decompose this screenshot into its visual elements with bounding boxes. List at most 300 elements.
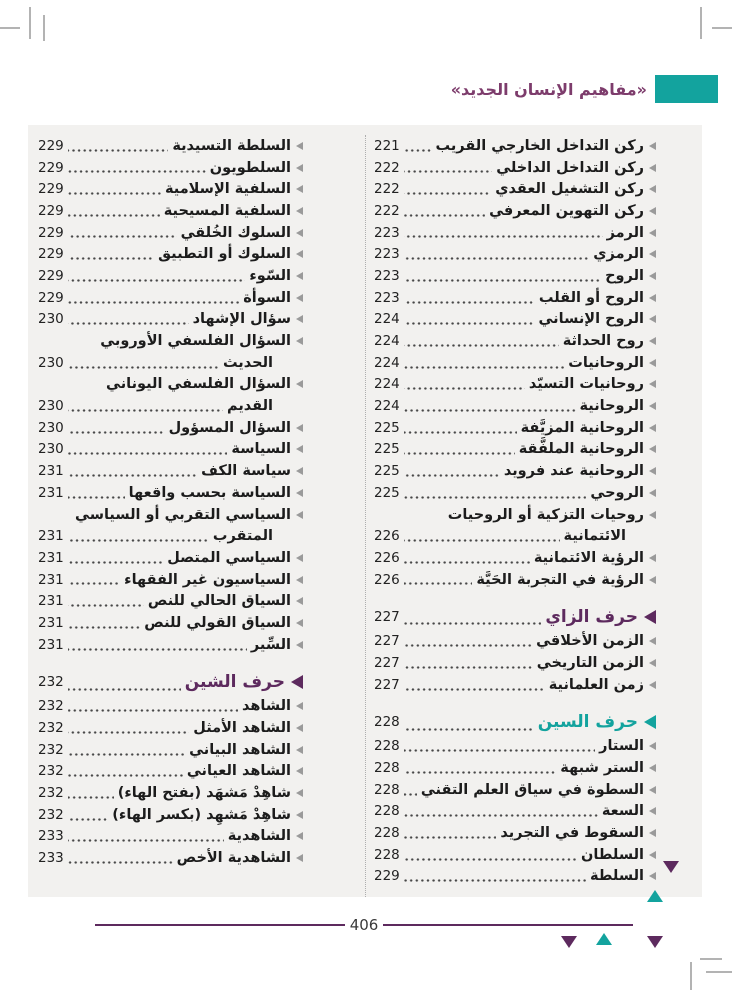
- entry-page-number: 229: [38, 224, 64, 241]
- entry-title: السِّير: [250, 636, 291, 653]
- index-entry: [38, 417, 303, 439]
- triangle-left-icon: [296, 142, 303, 150]
- dot-leader: [68, 366, 219, 369]
- index-entry: [374, 330, 656, 352]
- triangle-left-icon: [649, 445, 656, 453]
- entry-title: السلوك أو التطبيق: [158, 246, 291, 263]
- entry-page-number: 230: [38, 419, 64, 436]
- index-entry: [38, 569, 303, 591]
- triangle-left-icon: [296, 315, 303, 323]
- entry-page-number: 229: [38, 159, 64, 176]
- index-entry: [374, 178, 656, 200]
- footer-rule: [383, 924, 633, 926]
- index-entry: [374, 135, 656, 157]
- entry-title: السطوة في سياق العلم التقني: [420, 781, 644, 798]
- index-entry: [38, 287, 303, 309]
- entry-page-number: 228: [374, 803, 400, 820]
- entry-page-number: 224: [374, 311, 400, 328]
- entry-title: الرمز: [606, 224, 644, 241]
- crop-mark: [706, 971, 732, 973]
- index-entry: [38, 826, 303, 848]
- entry-title: ركن التداخل الداخلي: [496, 159, 644, 176]
- triangle-left-icon: [296, 767, 303, 775]
- page-header: [451, 75, 718, 103]
- entry-page-number: 230: [38, 311, 64, 328]
- entry-title: الرؤية الائتمانية: [533, 549, 644, 566]
- dot-leader: [404, 235, 603, 238]
- triangle-left-icon: [296, 445, 303, 453]
- entry-title: الشاهدية: [227, 828, 291, 845]
- dot-leader: [404, 836, 497, 839]
- triangle-left-icon: [649, 511, 656, 519]
- index-entry: [38, 439, 303, 461]
- dot-leader: [404, 474, 500, 477]
- dot-leader: [404, 539, 560, 542]
- dot-leader: [68, 753, 185, 756]
- index-entry: [374, 243, 656, 265]
- entry-page-number: 223: [374, 246, 400, 263]
- triangle-left-icon: [296, 511, 303, 519]
- entry-page-number: 231: [38, 549, 64, 566]
- entry-title: السياسي المتصل: [167, 549, 291, 566]
- entry-title: ركن التشغيل العقدي: [495, 181, 644, 198]
- entry-title: الائتمانية: [563, 528, 626, 545]
- index-entry: [374, 482, 656, 504]
- index-entry: [38, 761, 303, 783]
- entry-page-number: 228: [374, 714, 400, 730]
- index-entry: [38, 460, 303, 482]
- index-entry: [374, 439, 656, 461]
- entry-title: السؤال المسؤول: [168, 419, 291, 436]
- index-entry: [38, 525, 303, 547]
- index-entry: [374, 265, 656, 287]
- dot-leader: [68, 322, 189, 325]
- index-entry: [38, 782, 303, 804]
- index-column-left: [28, 135, 365, 897]
- dot-leader: [68, 279, 246, 282]
- dot-leader: [404, 879, 586, 882]
- entry-page-number: 233: [38, 850, 64, 867]
- entry-title: الروحانية: [579, 398, 644, 415]
- dot-leader: [404, 322, 535, 325]
- entry-page-number: 232: [38, 785, 64, 802]
- triangle-up-icon: [596, 933, 612, 945]
- triangle-left-icon: [296, 746, 303, 754]
- index-column-right: [365, 135, 702, 897]
- section-header-label: حرف الزاي: [545, 606, 638, 627]
- dot-leader: [404, 366, 564, 369]
- dot-leader: [68, 301, 239, 304]
- entry-title: السلطويون: [209, 159, 291, 176]
- dot-leader: [68, 839, 224, 842]
- entry-page-number: 224: [374, 354, 400, 371]
- row-gap: [38, 656, 303, 669]
- section-header-label: حرف السين: [537, 712, 638, 732]
- entry-page-number: 231: [38, 614, 64, 631]
- entry-page-number: 227: [374, 633, 400, 650]
- triangle-left-icon: [296, 185, 303, 193]
- entry-page-number: 229: [38, 202, 64, 219]
- dot-leader: [404, 793, 417, 796]
- index-entry: [38, 696, 303, 718]
- entry-page-number: 224: [374, 333, 400, 350]
- index-entry: [38, 178, 303, 200]
- entry-page-number: 223: [374, 267, 400, 284]
- entry-page-number: 233: [38, 828, 64, 845]
- entry-title: المتقرب: [212, 528, 273, 545]
- index-entry: [38, 395, 303, 417]
- triangle-left-icon: [296, 597, 303, 605]
- triangle-left-icon: [649, 250, 656, 258]
- entry-title: السياسيون غير الفقهاء: [124, 571, 291, 588]
- entry-title: السلطة التسيدية: [172, 137, 291, 154]
- triangle-left-icon: [649, 764, 656, 772]
- dot-leader: [404, 582, 473, 585]
- index-entry: [374, 395, 656, 417]
- entry-page-number: 223: [374, 289, 400, 306]
- dot-leader: [404, 257, 589, 260]
- index-entry: [38, 547, 303, 569]
- entry-page-number: 227: [374, 676, 400, 693]
- triangle-left-icon: [296, 424, 303, 432]
- index-entry: [374, 200, 656, 222]
- index-entry: [38, 847, 303, 869]
- entry-title: الروحانية المزيَّفة: [520, 419, 644, 436]
- dot-leader: [404, 170, 492, 173]
- dot-leader: [68, 192, 161, 195]
- index-entry: [374, 460, 656, 482]
- page-footer: [95, 916, 633, 934]
- index-entry: [374, 801, 656, 823]
- triangle-down-icon: [663, 861, 679, 873]
- entry-title: الشاهد العياني: [186, 763, 291, 780]
- entry-page-number: 227: [374, 608, 400, 625]
- entry-page-number: 223: [374, 224, 400, 241]
- dot-leader: [68, 709, 238, 712]
- triangle-left-icon: [296, 832, 303, 840]
- index-entry: [374, 757, 656, 779]
- triangle-left-icon: [291, 675, 303, 689]
- triangle-left-icon: [296, 811, 303, 819]
- entry-title: الستار: [599, 738, 644, 755]
- row-gap: [374, 696, 656, 709]
- triangle-left-icon: [296, 619, 303, 627]
- entry-title: السعة: [601, 803, 644, 820]
- entry-title: السلفية الإسلامية: [164, 181, 291, 198]
- triangle-left-icon: [649, 659, 656, 667]
- entry-page-number: 229: [38, 289, 64, 306]
- index-entry: [374, 417, 656, 439]
- triangle-left-icon: [649, 229, 656, 237]
- triangle-left-icon: [649, 576, 656, 584]
- entry-page-number: 232: [38, 674, 64, 690]
- triangle-left-icon: [296, 576, 303, 584]
- dot-leader: [68, 235, 177, 238]
- triangle-left-icon: [649, 294, 656, 302]
- index-section-header: [374, 603, 656, 630]
- index-entry: [374, 652, 656, 674]
- header-color-block: [655, 75, 718, 103]
- entry-title: السياسة: [231, 441, 291, 458]
- triangle-left-icon: [296, 164, 303, 172]
- entry-title: السّوء: [249, 267, 291, 284]
- index-entry: [38, 265, 303, 287]
- triangle-left-icon: [649, 851, 656, 859]
- dot-leader: [404, 858, 577, 861]
- entry-page-number: 222: [374, 181, 400, 198]
- dot-leader: [404, 644, 532, 647]
- index-entry: [374, 157, 656, 179]
- triangle-left-icon: [296, 229, 303, 237]
- index-entry: [38, 200, 303, 222]
- dot-leader: [68, 170, 206, 173]
- entry-page-number: 228: [374, 738, 400, 755]
- index-entry: [374, 547, 656, 569]
- index-entry: [374, 222, 656, 244]
- crop-mark: [0, 27, 20, 29]
- triangle-left-icon: [296, 250, 303, 258]
- section-header-label: حرف الشين: [184, 672, 285, 692]
- dot-leader: [404, 771, 557, 774]
- entry-title: ركن التداخل الخارجي القريب: [435, 137, 644, 154]
- triangle-left-icon: [296, 467, 303, 475]
- entry-title: السلطان: [580, 846, 644, 863]
- dot-leader: [404, 214, 485, 217]
- running-head-title: «مفاهيم الإنسان الجديد»: [450, 79, 647, 99]
- entry-page-number: 224: [374, 398, 400, 415]
- index-entry: [38, 590, 303, 612]
- index-entry: [38, 504, 303, 526]
- entry-page-number: 229: [38, 181, 64, 198]
- index-entry: [374, 504, 656, 526]
- index-entry: [38, 243, 303, 265]
- entry-page-number: 229: [38, 267, 64, 284]
- triangle-left-icon: [649, 554, 656, 562]
- triangle-left-icon: [649, 829, 656, 837]
- entry-page-number: 225: [374, 484, 400, 501]
- dot-leader: [404, 452, 515, 455]
- triangle-left-icon: [649, 681, 656, 689]
- entry-page-number: 232: [38, 806, 64, 823]
- entry-title: الروحانية عند فرويد: [503, 463, 644, 480]
- dot-leader: [404, 749, 595, 752]
- entry-title: شاهِدْ مَشهِد (بكسر الهاء): [112, 806, 291, 823]
- entry-page-number: 225: [374, 441, 400, 458]
- entry-title: روحانيات التسيّد: [528, 376, 644, 393]
- footer-rule: [95, 924, 345, 926]
- entry-page-number: 230: [38, 441, 64, 458]
- triangle-left-icon: [649, 337, 656, 345]
- triangle-left-icon: [296, 554, 303, 562]
- entry-title: روح الحداثة: [562, 333, 644, 350]
- entry-page-number: 228: [374, 760, 400, 777]
- triangle-left-icon: [649, 359, 656, 367]
- entry-page-number: 231: [38, 571, 64, 588]
- entry-title: الشاهد البياني: [189, 741, 291, 758]
- index-entry: [374, 736, 656, 758]
- entry-title: الروحانية الملفَّقة: [518, 441, 644, 458]
- crop-mark: [700, 958, 722, 960]
- index-entry: [374, 352, 656, 374]
- entry-title: الشاهد: [241, 698, 291, 715]
- dot-leader: [404, 622, 542, 625]
- entry-title: الزمن التاريخي: [536, 654, 644, 671]
- entry-title: شاهِدْ مَشهَد (بفتح الهاء): [117, 785, 291, 802]
- entry-title: السلوك الخُلقي: [180, 224, 291, 241]
- triangle-left-icon: [296, 207, 303, 215]
- entry-page-number: 232: [38, 741, 64, 758]
- index-entry: [374, 822, 656, 844]
- triangle-left-icon: [296, 294, 303, 302]
- triangle-left-icon: [644, 610, 656, 624]
- entry-title: الشاهدية الأخص: [176, 850, 291, 867]
- dot-leader: [68, 688, 181, 691]
- entry-title: السؤال الفلسفي الأوروبي: [100, 333, 291, 350]
- entry-page-number: 226: [374, 571, 400, 588]
- entry-title: الزمن الأخلاقي: [536, 633, 644, 650]
- index-entry: [38, 482, 303, 504]
- dot-leader: [404, 728, 534, 731]
- entry-title: الروحانيات: [568, 354, 644, 371]
- entry-title: سياسة الكف: [201, 463, 291, 480]
- triangle-up-icon: [647, 890, 663, 902]
- dot-leader: [404, 192, 491, 195]
- index-entry: [38, 374, 303, 396]
- index-section-header: [374, 709, 656, 736]
- entry-page-number: 232: [38, 763, 64, 780]
- index-entry: [374, 569, 656, 591]
- row-gap: [374, 590, 656, 603]
- dot-leader: [404, 301, 535, 304]
- triangle-left-icon: [649, 807, 656, 815]
- index-entry: [374, 630, 656, 652]
- index-panel: [28, 125, 702, 897]
- triangle-left-icon: [296, 337, 303, 345]
- dot-leader: [404, 431, 517, 434]
- triangle-left-icon: [649, 424, 656, 432]
- triangle-left-icon: [296, 789, 303, 797]
- entry-page-number: 231: [38, 484, 64, 501]
- triangle-left-icon: [649, 742, 656, 750]
- dot-leader: [68, 582, 120, 585]
- crop-mark: [29, 7, 31, 39]
- index-entry: [38, 222, 303, 244]
- dot-leader: [404, 496, 587, 499]
- triangle-left-icon: [649, 207, 656, 215]
- index-entry: [374, 287, 656, 309]
- entry-title: السياسة بحسب واقعها: [128, 484, 291, 501]
- dot-leader: [404, 561, 530, 564]
- entry-page-number: 229: [38, 137, 64, 154]
- dot-leader: [68, 604, 144, 607]
- page-number: 406: [349, 916, 379, 934]
- entry-page-number: 231: [38, 463, 64, 480]
- index-entry: [38, 739, 303, 761]
- triangle-left-icon: [649, 637, 656, 645]
- dot-leader: [404, 279, 601, 282]
- dot-leader: [68, 214, 160, 217]
- index-entry: [374, 309, 656, 331]
- entry-title: القديم: [226, 398, 273, 415]
- triangle-left-icon: [296, 489, 303, 497]
- triangle-left-icon: [649, 315, 656, 323]
- entry-title: الستر شبهة: [560, 760, 644, 777]
- dot-leader: [404, 666, 533, 669]
- triangle-left-icon: [649, 402, 656, 410]
- entry-title: الروحي: [590, 484, 644, 501]
- index-entry: [38, 717, 303, 739]
- triangle-left-icon: [649, 142, 656, 150]
- triangle-left-icon: [296, 854, 303, 862]
- dot-leader: [68, 149, 169, 152]
- entry-title: السلفية المسيحية: [163, 202, 291, 219]
- triangle-left-icon: [649, 786, 656, 794]
- entry-title: زمن العلمانية: [548, 676, 644, 693]
- entry-title: السقوط في التجريد: [500, 825, 644, 842]
- dot-leader: [404, 688, 545, 691]
- entry-page-number: 228: [374, 846, 400, 863]
- entry-title: روحيات التزكية أو الروحيات: [447, 506, 644, 523]
- dot-leader: [404, 814, 598, 817]
- dot-leader: [68, 648, 247, 651]
- entry-page-number: 228: [374, 781, 400, 798]
- triangle-left-icon: [649, 185, 656, 193]
- dot-leader: [68, 257, 154, 260]
- index-entry: [38, 309, 303, 331]
- triangle-left-icon: [649, 467, 656, 475]
- dot-leader: [404, 149, 432, 152]
- crop-mark: [690, 962, 692, 990]
- triangle-left-icon: [649, 489, 656, 497]
- entry-title: السياق الحالي للنص: [147, 593, 291, 610]
- entry-page-number: 229: [38, 246, 64, 263]
- entry-page-number: 230: [38, 398, 64, 415]
- entry-page-number: 230: [38, 354, 64, 371]
- entry-title: الروح: [605, 267, 644, 284]
- entry-page-number: 231: [38, 636, 64, 653]
- dot-leader: [68, 774, 183, 777]
- index-entry: [374, 374, 656, 396]
- crop-mark: [712, 27, 732, 29]
- index-entry: [38, 804, 303, 826]
- entry-page-number: 221: [374, 137, 400, 154]
- triangle-left-icon: [296, 380, 303, 388]
- entry-title: السياق القولي للنص: [144, 614, 291, 631]
- dot-leader: [68, 496, 125, 499]
- dot-leader: [68, 474, 197, 477]
- dot-leader: [68, 861, 173, 864]
- dot-leader: [68, 796, 114, 799]
- dot-leader: [68, 561, 163, 564]
- triangle-left-icon: [649, 380, 656, 388]
- entry-page-number: 225: [374, 419, 400, 436]
- entry-page-number: 229: [374, 868, 400, 885]
- entry-page-number: 224: [374, 376, 400, 393]
- dot-leader: [68, 731, 190, 734]
- index-entry: [38, 612, 303, 634]
- triangle-down-icon: [647, 936, 663, 948]
- triangle-left-icon: [644, 715, 656, 729]
- entry-page-number: 228: [374, 825, 400, 842]
- entry-page-number: 226: [374, 549, 400, 566]
- index-entry: [374, 779, 656, 801]
- index-entry: [38, 634, 303, 656]
- index-entry: [38, 135, 303, 157]
- entry-page-number: 232: [38, 698, 64, 715]
- crop-mark: [43, 15, 45, 41]
- entry-title: الرؤية في التجربة الحَيَّة: [476, 571, 644, 588]
- triangle-left-icon: [296, 702, 303, 710]
